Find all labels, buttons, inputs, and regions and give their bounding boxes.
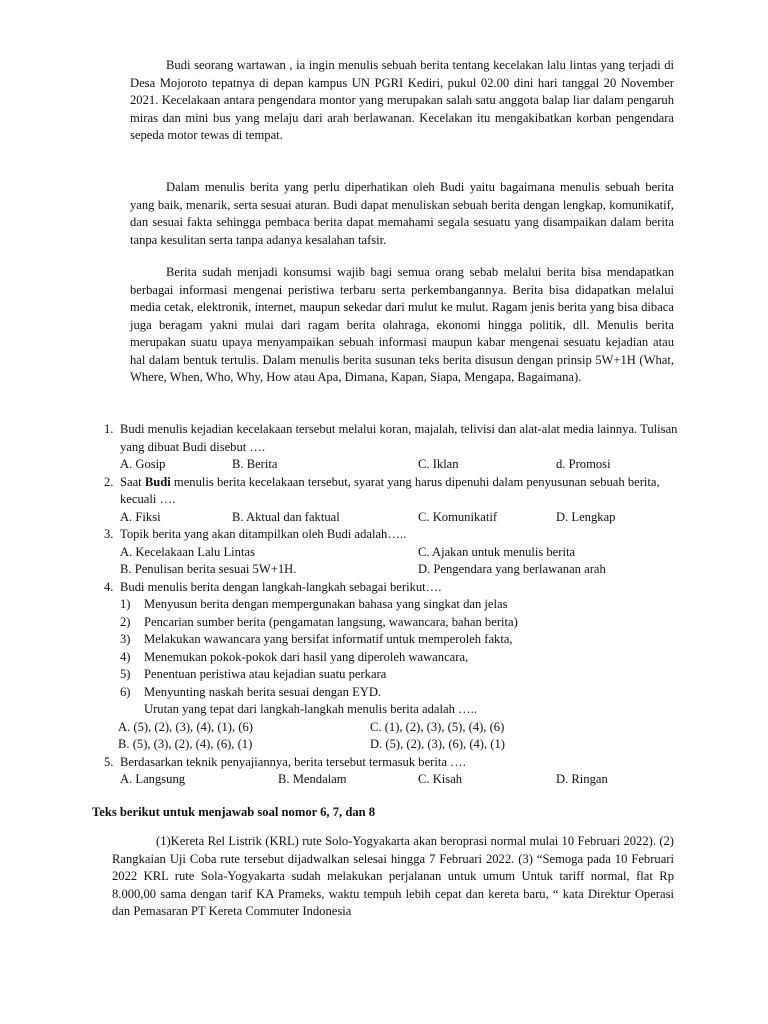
question-prompt: Urutan yang tepat dari langkah-langkah menulis berita adalah …..: [144, 702, 477, 716]
question-list: [98, 421, 678, 789]
option-b: B. Aktual dan faktual: [232, 509, 340, 524]
option-d: D. Lengkap: [556, 509, 616, 524]
options-row: [120, 771, 678, 789]
option-a: A. (5), (2), (3), (4), (1), (6): [118, 719, 253, 734]
option-d: d. Promosi: [556, 457, 611, 471]
step-item: [120, 684, 678, 702]
option-a: A. Gosip: [120, 457, 166, 471]
step-text: Pencarian sumber berita (pengamatan langsung, wawancara, bahan berita): [144, 614, 518, 629]
question-text: Topik berita yang akan ditampilkan oleh Budi adalah…..: [120, 527, 407, 541]
intro-paragraph-3-text: Berita sudah menjadi konsumsi wajib bagi semua orang sebab melalui berita bisa mendapatkan berbagai informasi mengenai peristiwa terbaru serta perkembangannya. Berita bisa didapatkan melalui media cetak, elektronik, internet, maupun sekedar dari mulut ke mulut. Ragam jenis berita yang bisa dibaca juga beragam yakni mulai dari ragam berita olahraga, ekonomi hingga politik, dll. Menulis berita merupakan suatu upaya menyampaikan sebuah informasi maupun kabar mengenai sesuatu kejadian atau hal dalam bentuk tertulis. Dalam menulis berita susunan teks berita disusun dengan prinsip 5W+1H (What, Where, When, Who, Why, How atau Apa, Dimana, Kapan, Siapa, Mengapa, Bagaimana).: [130, 265, 674, 384]
step-text: Menemukan pokok-pokok dari hasil yang diperoleh wawancara,: [144, 649, 469, 664]
question-number: 3.: [104, 527, 114, 541]
option-c: C. Ajakan untuk menulis berita: [418, 544, 576, 559]
step-text: Penentuan peristiwa atau kejadian suatu perkara: [144, 667, 387, 681]
options-row: [120, 456, 678, 474]
option-a: A. Kecelakaan Lalu Lintas: [120, 544, 255, 559]
step-number: 6): [120, 684, 131, 699]
options-row: [120, 544, 678, 562]
options-row: [120, 736, 678, 754]
section-paragraph-text: (1)Kereta Rel Listrik (KRL) rute Solo-Yogyakarta akan beroprasi normal mulai 10 Februari 2022). (2) Rangkaian Uji Coba rute tersebut dijadwalkan selesai hingga 7 Februari 2022. (3) “Semoga pada 10 Februari 2022 KRL rute Sola-Yogyakarta sudah melakukan perjalanan untuk umum Untuk tariff normal, flat Rp 8.000,00 sama dengan tarif KA Prameks, waktu tempuh lebih cepat dan kereta baru, “ kata Direktur Operasi dan Pemasaran PT Kereta Commuter Indonesia: [112, 834, 674, 918]
question-number: 4.: [104, 579, 114, 594]
options-row: [120, 561, 678, 579]
question-text: Budi menulis berita dengan langkah-langkah sebagai berikut….: [120, 579, 442, 594]
option-b: B. (5), (3), (2), (4), (6), (1): [118, 737, 253, 751]
step-number: 2): [120, 614, 131, 629]
question-text-bold: Budi: [144, 474, 171, 489]
intro-paragraph-2: [130, 179, 674, 249]
option-c: C. Komunikatif: [418, 509, 498, 524]
option-c: C. Kisah: [418, 772, 463, 786]
option-a: A. Langsung: [120, 772, 186, 786]
question-3: [98, 526, 678, 579]
step-item: [120, 614, 678, 632]
question-4: [98, 579, 678, 754]
step-item: [120, 596, 678, 614]
question-1: [98, 421, 678, 474]
intro-paragraph-2-text: Dalam menulis berita yang perlu diperhatikan oleh Budi yaitu bagaimana menulis sebuah berita yang baik, menarik, serta sesuai aturan. Budi dapat menuliskan sebuah berita dengan lengkap, komunikatif, dan sesuai fakta sehingga pembaca berita dapat memahami segala sesuatu yang disampaikan dalam berita tanpa kesulitan serta tanpa adanya kesalahan tafsir.: [130, 180, 674, 247]
option-c: C. Iklan: [418, 457, 459, 471]
intro-paragraph-1-text: Budi seorang wartawan , ia ingin menulis sebuah berita tentang kecelakan lalu lintas yang terjadi di Desa Mojoroto tepatnya di depan kampus UN PGRI Kediri, pukul 02.00 dini hari tanggal 20 November 2021. Kecelakaan antara pengendara montor yang merupakan salah satu anggota balap liar dalam pengaruh miras dan mini bus yang melaju dari arah berlawanan. Kecelakan itu mengakibatkan korban pengendara sepeda motor tewas di tempat.: [130, 58, 674, 142]
question-text-pre: Saat: [120, 474, 145, 489]
option-b: B. Berita: [232, 457, 278, 471]
step-text: Menyunting naskah berita sesuai dengan EYD.: [144, 684, 382, 699]
question-text: Budi menulis kejadian kecelakaan tersebut melalui koran, majalah, telivisi dan alat-alat media lainnya. Tulisan yang dibuat Budi disebut ….: [120, 422, 678, 454]
step-item: [120, 666, 678, 684]
intro-paragraph-1: [130, 57, 674, 145]
section-heading: Teks berikut untuk menjawab soal nomor 6, 7, dan 8: [92, 805, 376, 819]
step-text: Melakukan wawancara yang bersifat informatif untuk memperoleh fakta,: [144, 632, 513, 646]
options-row: [120, 719, 678, 737]
step-number: 3): [120, 632, 131, 646]
question-number: 5.: [104, 754, 114, 769]
option-d: D. Ringan: [556, 772, 608, 786]
question-text: [120, 474, 678, 509]
option-d: D. Pengendara yang berlawanan arah: [418, 562, 606, 576]
step-item: [120, 649, 678, 667]
option-a: A. Fiksi: [120, 509, 161, 524]
question-5: [98, 754, 678, 789]
option-b: B. Mendalam: [278, 772, 347, 786]
question-2: [98, 474, 678, 527]
step-list: [120, 596, 678, 701]
step-number: 1): [120, 597, 131, 611]
question-number: 1.: [104, 422, 114, 436]
step-text: Menyusun berita dengan mempergunakan bahasa yang singkat dan jelas: [144, 597, 508, 611]
intro-paragraph-3: [130, 264, 674, 387]
step-number: 5): [120, 667, 131, 681]
step-item: [120, 631, 678, 649]
option-c: C. (1), (2), (3), (5), (4), (6): [370, 719, 505, 734]
section-paragraph: [112, 833, 674, 921]
option-b: B. Penulisan berita sesuai 5W+1H.: [120, 562, 297, 576]
question-text: Berdasarkan teknik penyajiannya, berita tersebut termasuk berita ….: [120, 754, 466, 769]
options-row: [120, 509, 678, 527]
option-d: D. (5), (2), (3), (6), (4), (1): [370, 737, 505, 751]
question-text-post: menulis berita kecelakaan tersebut, syarat yang harus dipenuhi dalam penyusunan sebuah berita, kecuali ….: [120, 474, 660, 506]
step-number: 4): [120, 649, 131, 664]
question-number: 2.: [104, 474, 114, 489]
